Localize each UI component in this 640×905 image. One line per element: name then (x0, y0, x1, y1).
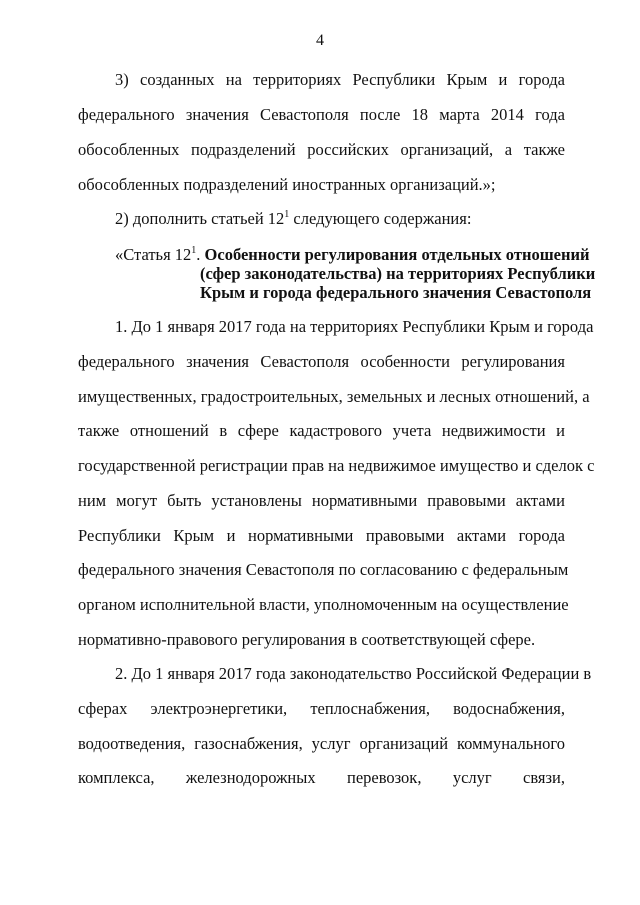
article-prefix: «Статья 12 (115, 245, 192, 264)
word: особенности (360, 352, 450, 371)
word: могут (116, 491, 158, 510)
para1-line-1: 1. До 1 января 2017 года на территориях Республики Крым и города (115, 317, 594, 336)
word: и (556, 421, 565, 440)
article-heading-line-3: Крым и города федерального значения Севастополя (200, 283, 592, 302)
amendment-text-end: следующего содержания: (289, 209, 472, 228)
word: организаций (359, 734, 449, 753)
para2-line-1: 2. До 1 января 2017 года законодательство Российской Федерации в (115, 664, 592, 683)
para1-line-10: нормативно-правового регулирования в соответствующей сфере. (78, 630, 536, 649)
word: правовыми (427, 491, 506, 510)
word: значения (185, 105, 249, 124)
word: сферах (78, 699, 128, 718)
text-line-4: обособленных подразделений иностранных организаций.»; (78, 175, 496, 194)
word: сфере (237, 421, 279, 440)
superscript: 1 (284, 209, 290, 220)
word: нормативными (248, 526, 354, 545)
word: теплоснабжения, (310, 699, 430, 718)
para1-line-2 (78, 352, 565, 372)
article-heading-line-2: (сфер законодательства) на территориях Республики (200, 264, 596, 283)
word: комплекса, (78, 768, 155, 787)
word: Севастополя (260, 105, 349, 124)
para1-line-8: федерального значения Севастополя по согласованию с федеральным (78, 560, 569, 579)
word: федерального (78, 352, 175, 371)
para1-line-4 (78, 421, 565, 441)
para2-line-3 (78, 734, 565, 754)
word: также (523, 140, 565, 159)
article-prefix-end: . (196, 245, 205, 264)
word: и (226, 526, 236, 545)
word: правовыми (365, 526, 445, 545)
word: услуг (311, 734, 351, 753)
word: года (535, 105, 565, 124)
para1-line-7 (78, 526, 565, 546)
word: быть (167, 491, 202, 510)
word: установлены (211, 491, 302, 510)
word: и (498, 70, 508, 89)
word: федерального (78, 105, 175, 124)
amendment-line (115, 209, 602, 229)
word: газоснабжения, (194, 734, 303, 753)
para2-line-2 (78, 699, 565, 719)
word: российских (307, 140, 389, 159)
word: обособленных (78, 140, 180, 159)
word: также (78, 421, 120, 440)
word: кадастрового (289, 421, 383, 440)
word: а (504, 140, 513, 159)
article-title-line-1: Особенности регулирования отдельных отношений (204, 245, 590, 264)
word: в (219, 421, 228, 440)
word: организаций, (400, 140, 494, 159)
para1-line-9: органом исполнительной власти, уполномоченным на осуществление (78, 595, 569, 614)
word: коммунального (456, 734, 565, 753)
word: Республики (78, 526, 161, 545)
word: 3) (115, 70, 129, 89)
word: регулирования (461, 352, 565, 371)
word: Крым (173, 526, 215, 545)
word: актами (456, 526, 507, 545)
word: учета (392, 421, 432, 440)
para1-line-3: имущественных, градостроительных, земельных и лесных отношений, а (78, 387, 590, 406)
word: созданных (140, 70, 215, 89)
word: недвижимости (441, 421, 546, 440)
word: водоотведения, (78, 734, 186, 753)
amendment-text: 2) дополнить статьей 12 (115, 209, 285, 228)
text-line-1 (115, 70, 565, 90)
word: на (225, 70, 242, 89)
word: значения (186, 352, 249, 371)
word: 2014 (490, 105, 524, 124)
word: города (518, 70, 565, 89)
word: Республики (352, 70, 436, 89)
word: города (518, 526, 565, 545)
article-superscript: 1 (191, 245, 197, 256)
word: водоснабжения, (453, 699, 565, 718)
word: нормативными (311, 491, 418, 510)
word: территориях (253, 70, 342, 89)
word: марта (439, 105, 480, 124)
word: актами (515, 491, 565, 510)
word: подразделений (191, 140, 296, 159)
text-line-3 (78, 140, 565, 160)
word: после (359, 105, 401, 124)
page-number: 4 (316, 32, 324, 49)
word: отношений (129, 421, 209, 440)
para1-line-6 (78, 491, 565, 511)
word: ним (78, 491, 107, 510)
para2-line-4 (78, 768, 565, 788)
word: Севастополя (260, 352, 350, 371)
word: связи, (523, 768, 565, 787)
article-heading-line-1 (115, 245, 589, 265)
word: электроэнергетики, (150, 699, 288, 718)
word: Крым (446, 70, 488, 89)
word: перевозок, (346, 768, 422, 787)
word: 18 (411, 105, 429, 124)
word: железнодорожных (185, 768, 316, 787)
para1-line-5: государственной регистрации прав на недвижимое имущество и сделок с (78, 456, 595, 475)
word: услуг (452, 768, 492, 787)
text-line-2 (78, 105, 565, 125)
